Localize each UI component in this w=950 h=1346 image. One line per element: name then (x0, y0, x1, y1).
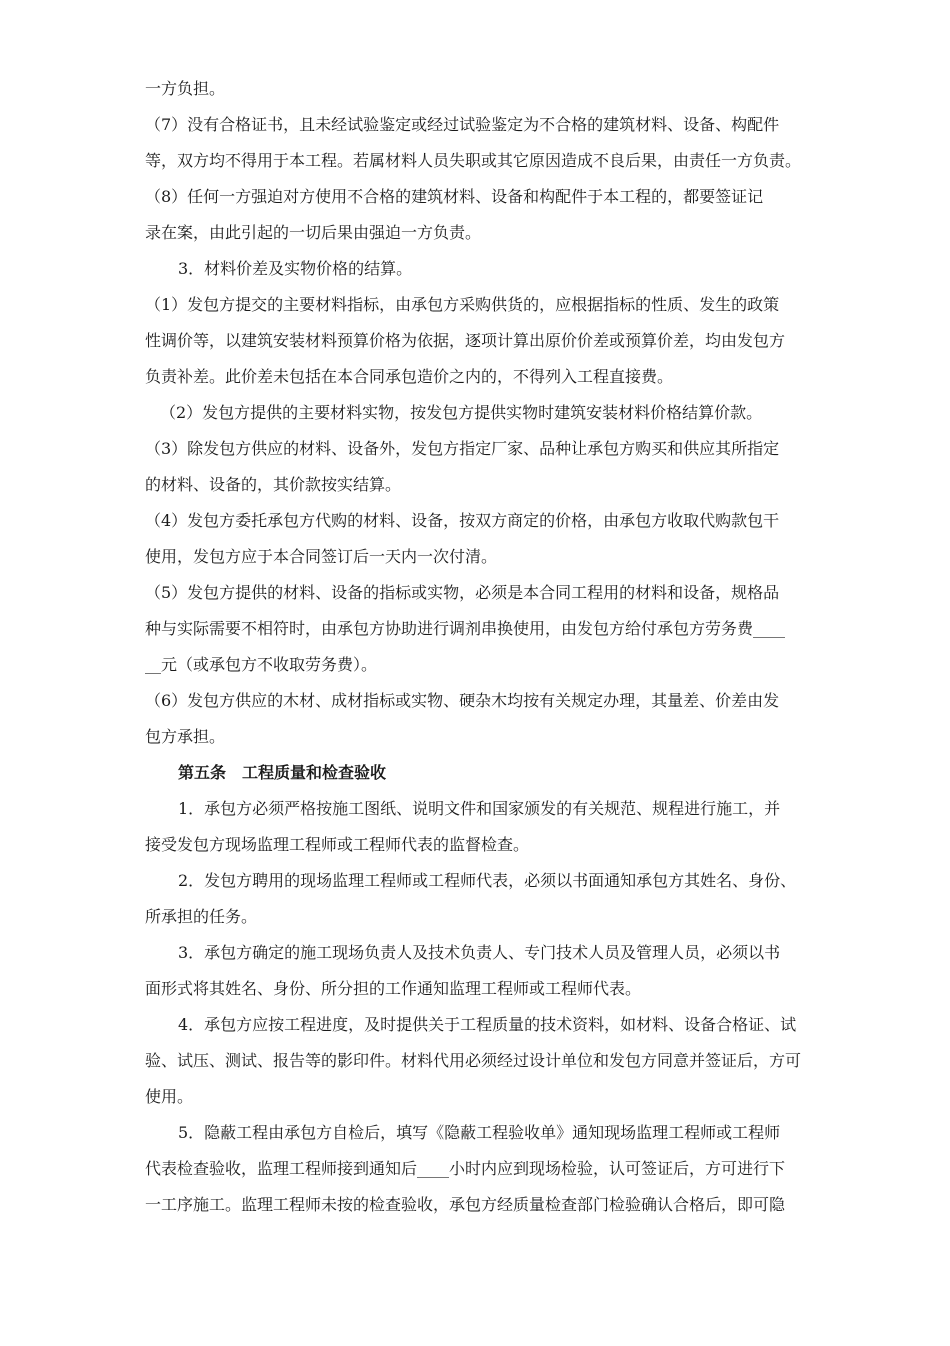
text-line: 3．承包方确定的施工现场负责人及技术负责人、专门技术人员及管理人员，必须以书 (178, 943, 781, 962)
text-line: __元（或承包方不收取劳务费）。 (145, 655, 378, 674)
text-line: （7）没有合格证书，且未经试验鉴定或经过试验鉴定为不合格的建筑材料、设备、构配件 (145, 115, 780, 134)
text-line: 1．承包方必须严格按施工图纸、说明文件和国家颁发的有关规范、规程进行施工，并 (178, 799, 781, 818)
text-line: （6）发包方供应的木材、成材指标或实物、硬杂木均按有关规定办理，其量差、价差由发 (145, 691, 780, 710)
text-line: 录在案，由此引起的一切后果由强迫一方负责。 (145, 223, 482, 242)
text-line: 一方负担。 (145, 79, 226, 98)
text-line: （1）发包方提交的主要材料指标，由承包方采购供货的，应根据指标的性质、发生的政策 (145, 295, 780, 314)
text-line: 种与实际需要不相符时，由承包方协助进行调剂串换使用，由发包方给付承包方劳务费____ (145, 619, 786, 638)
text-line: 验、试压、测试、报告等的影印件。材料代用必须经过设计单位和发包方同意并签证后，方可 (145, 1051, 802, 1070)
text-line: （5）发包方提供的材料、设备的指标或实物，必须是本合同工程用的材料和设备，规格品 (145, 583, 780, 602)
text-line: 包方承担。 (145, 727, 226, 746)
text-line: 性调价等，以建筑安装材料预算价格为依据，逐项计算出原价价差或预算价差，均由发包方 (145, 331, 786, 350)
text-line: （8）任何一方强迫对方使用不合格的建筑材料、设备和构配件于本工程的，都要签证记 (145, 187, 764, 206)
text-line: 等，双方均不得用于本工程。若属材料人员失职或其它原因造成不良后果，由责任一方负责。 (145, 151, 802, 170)
text-line: 一工序施工。监理工程师未按的检查验收，承包方经质量检查部门检验确认合格后，即可隐 (145, 1195, 786, 1214)
text-line: 所承担的任务。 (145, 907, 258, 926)
text-line: （3）除发包方供应的材料、设备外，发包方指定厂家、品种让承包方购买和供应其所指定 (145, 439, 780, 458)
text-line: 使用。 (145, 1087, 194, 1106)
text-line: 接受发包方现场监理工程师或工程师代表的监督检查。 (145, 835, 530, 854)
text-line: （2）发包方提供的主要材料实物，按发包方提供实物时建筑安装材料价格结算价款。 (160, 403, 763, 422)
text-line: 负责补差。此价差未包括在本合同承包造价之内的，不得列入工程直接费。 (145, 367, 674, 386)
text-line: 的材料、设备的，其价款按实结算。 (145, 475, 402, 494)
text-line: 代表检查验收，监理工程师接到通知后____小时内应到现场检验，认可签证后，方可进行下 (145, 1159, 786, 1178)
section-heading: 第五条 工程质量和检查验收 (178, 763, 387, 782)
text-line: 使用，发包方应于本合同签订后一天内一次付清。 (145, 547, 498, 566)
text-line: 3．材料价差及实物价格的结算。 (178, 259, 413, 278)
text-line: 5．隐蔽工程由承包方自检后，填写《隐蔽工程验收单》通知现场监理工程师或工程师 (178, 1123, 781, 1142)
text-line: 面形式将其姓名、身份、所分担的工作通知监理工程师或工程师代表。 (145, 979, 642, 998)
text-line: （4）发包方委托承包方代购的材料、设备，按双方商定的价格，由承包方收取代购款包干 (145, 511, 780, 530)
text-line: 4．承包方应按工程进度，及时提供关于工程质量的技术资料，如材料、设备合格证、试 (178, 1015, 797, 1034)
text-line: 2．发包方聘用的现场监理工程师或工程师代表，必须以书面通知承包方其姓名、身份、 (178, 871, 797, 890)
